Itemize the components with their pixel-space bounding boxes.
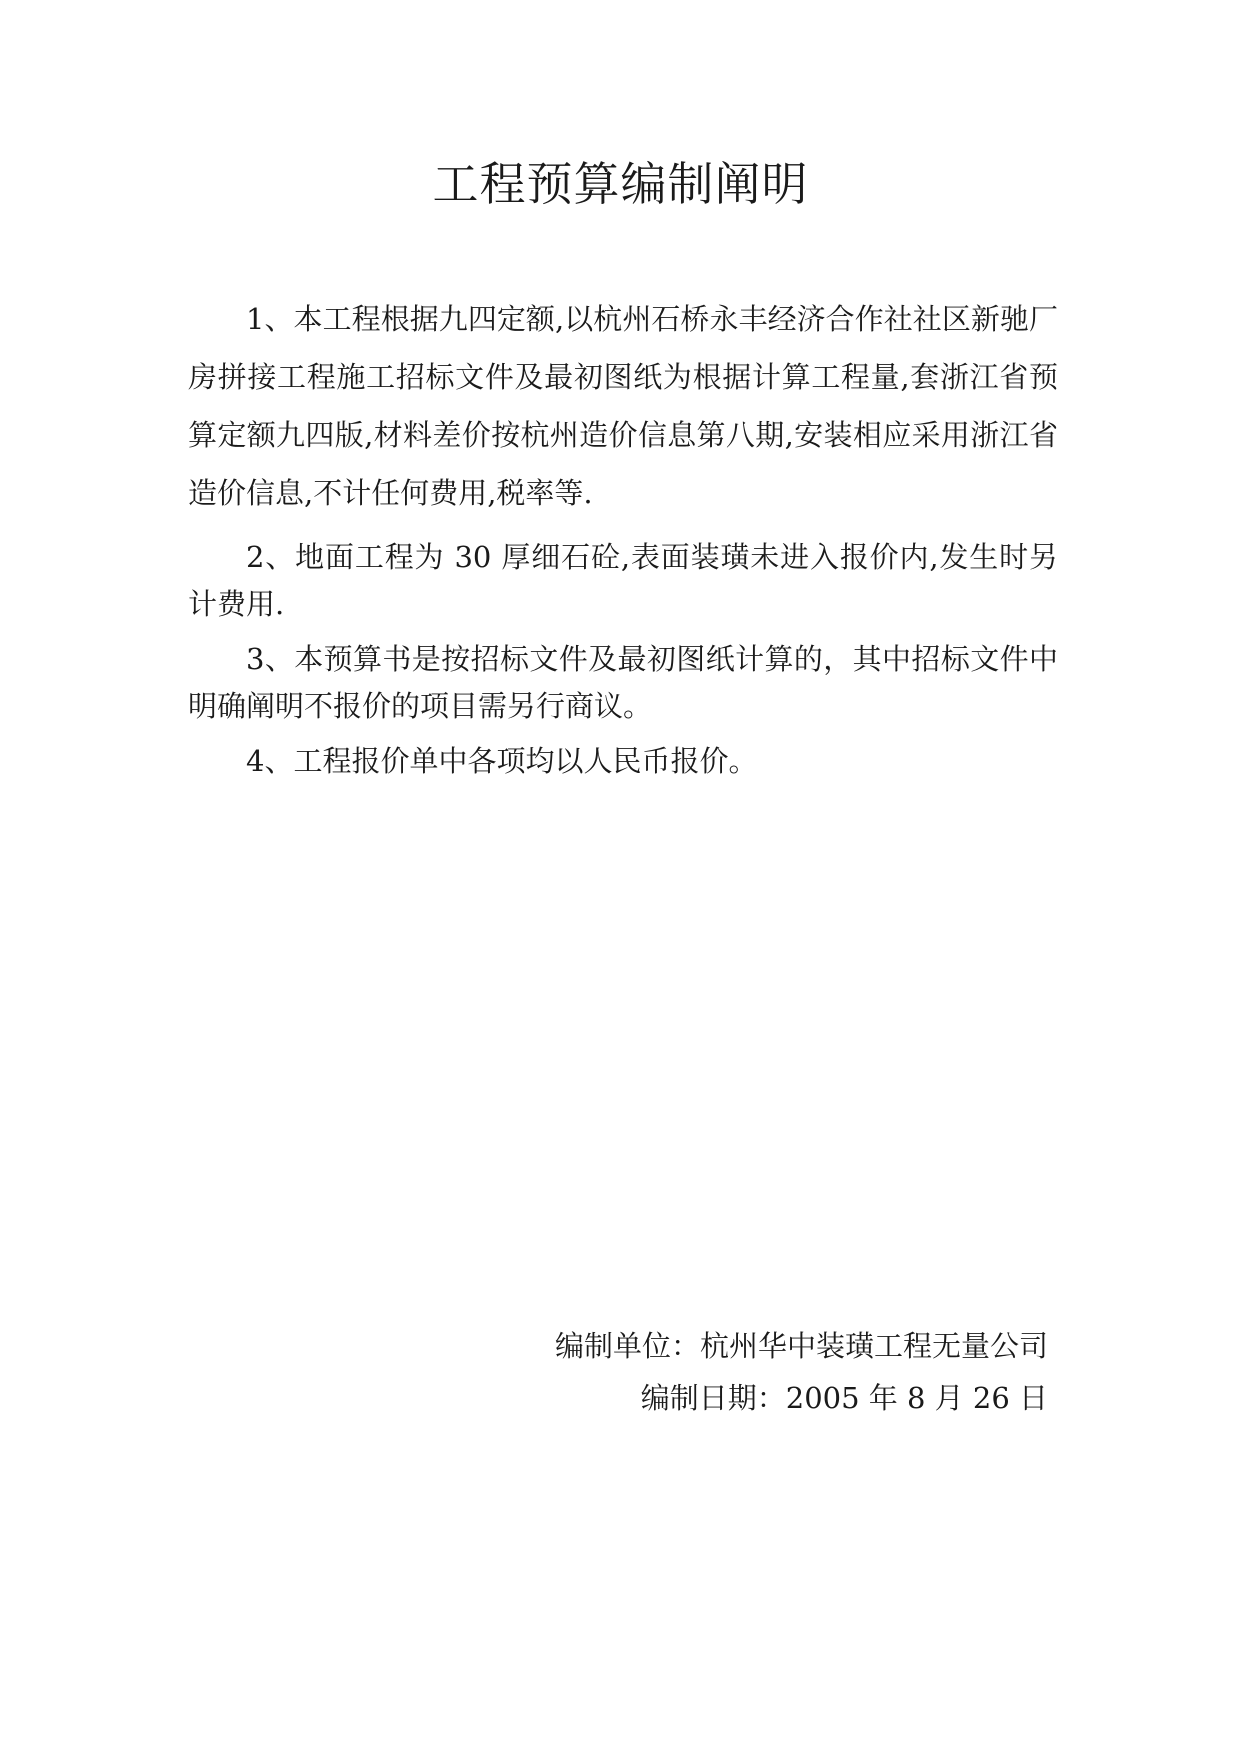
paragraph-1: 1、本工程根据九四定额,以杭州石桥永丰经济合作社社区新驰厂房拼接工程施工招标文件及最初图纸为根据计算工程量,套浙江省预算定额九四版,材料差价按杭州造价信息第八期,安装相应采用浙江省造价信息,不计任何费用,税率等. bbox=[188, 302, 1058, 510]
compiling-date: 编制日期：2005 年 8 月 26 日 bbox=[640, 1381, 1048, 1415]
signature-block bbox=[555, 1320, 1048, 1424]
paragraph-4: 4、工程报价单中各项均以人民币报价。 bbox=[246, 744, 758, 778]
compiling-unit: 编制单位：杭州华中装璜工程无量公司 bbox=[554, 1329, 1048, 1363]
page-title: 工程预算编制阐明 bbox=[432, 157, 809, 211]
paragraph-2: 2、地面工程为 30 厚细石砼,表面装璜未进入报价内,发生时另计费用. bbox=[188, 540, 1058, 621]
document-body bbox=[188, 290, 1058, 785]
paragraph-3: 3、本预算书是按招标文件及最初图纸计算的，其中招标文件中明确阐明不报价的项目需另行商议。 bbox=[188, 642, 1058, 723]
